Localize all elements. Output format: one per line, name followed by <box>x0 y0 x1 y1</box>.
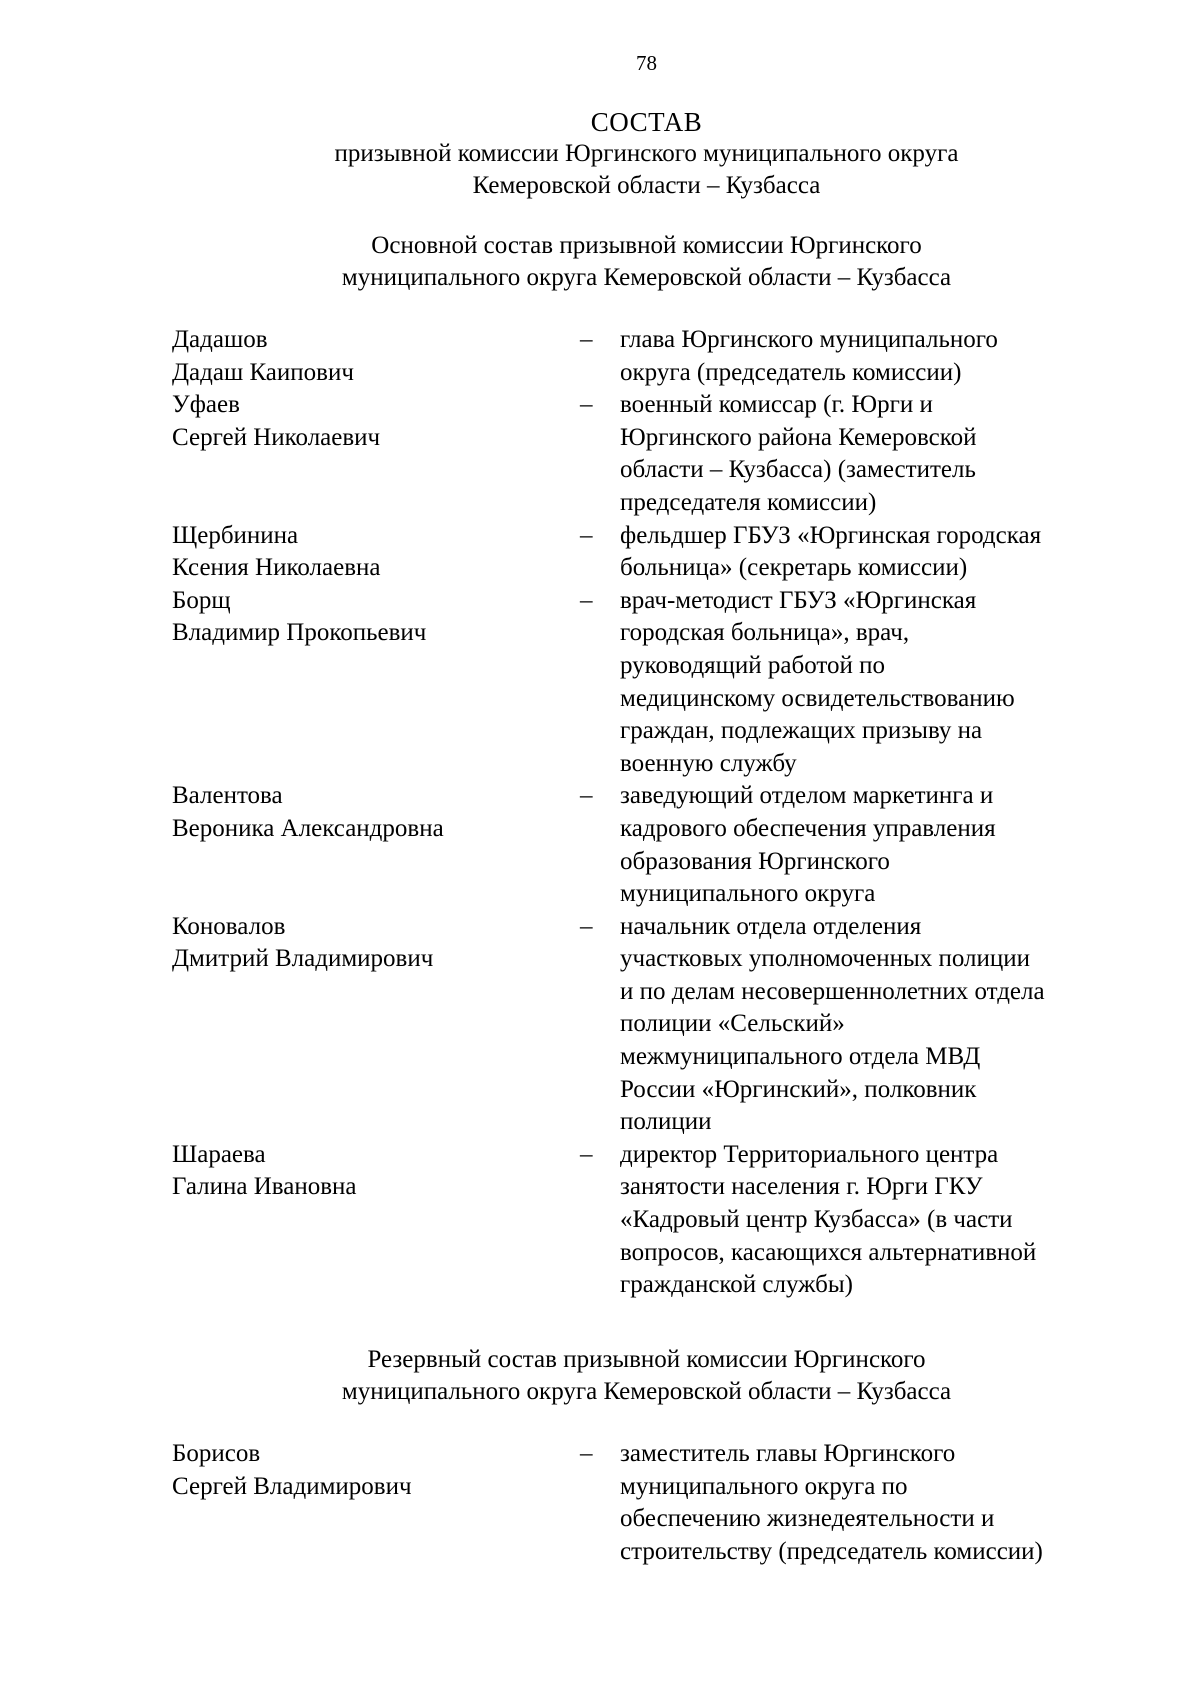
title-line-2: Кемеровской области – Кузбасса <box>472 172 821 199</box>
page-number: 78 <box>636 51 657 75</box>
member-dash: – <box>580 586 593 614</box>
member-dash: – <box>580 521 593 549</box>
member-role: глава Юргинского муниципального округа (председатель комиссии) <box>620 326 998 386</box>
member-dash: – <box>580 1140 593 1168</box>
member-row <box>172 780 1102 910</box>
main-heading-line-2: муниципального округа Кемеровской области – Кузбасса <box>341 264 952 291</box>
member-surname: Уфаев <box>172 391 240 419</box>
member-name <box>172 520 580 585</box>
member-dash: – <box>580 326 593 353</box>
member-dash: – <box>580 1440 593 1467</box>
member-dash: – <box>580 782 593 810</box>
member-row <box>172 389 1102 519</box>
member-name <box>172 911 580 1139</box>
reserve-heading-line-1: Резервный состав призывной комиссии Юргинского <box>367 1346 926 1373</box>
main-heading-line-1: Основной состав призывной комиссии Юргинского <box>371 232 922 259</box>
member-surname: Дадашов <box>172 326 268 353</box>
member-row <box>172 520 1102 585</box>
title-line-1: призывной комиссии Юргинского муниципального округа <box>334 140 959 167</box>
member-name <box>172 780 580 910</box>
member-row <box>172 585 1102 781</box>
main-section-heading <box>0 230 1200 294</box>
member-name <box>172 324 580 389</box>
member-given-name: Галина Ивановна <box>172 1173 357 1201</box>
member-given-name: Вероника Александровна <box>172 814 444 842</box>
member-name <box>172 1139 580 1302</box>
member-row <box>172 1438 1102 1568</box>
member-role: начальник отдела отделения участковых уполномоченных полиции и по делам несовершеннолетних отдела полиции «Сельский» межмуниципального отдела МВД России «Юргинский», полковник полиции <box>620 912 1045 1136</box>
member-surname: Коновалов <box>172 912 286 940</box>
member-given-name: Сергей Владимирович <box>172 1472 412 1500</box>
member-surname: Борисов <box>172 1440 261 1467</box>
member-row <box>172 1139 1102 1302</box>
member-name <box>172 1438 580 1568</box>
member-surname: Шараева <box>172 1140 266 1168</box>
member-dash: – <box>580 912 593 940</box>
document-title <box>0 106 1200 202</box>
member-role: врач-методист ГБУЗ «Юргинская городская больница», врач, руководящий работой по медицинскому освидетельствованию граждан, подлежащих призыву на военную службу <box>620 586 1015 777</box>
member-row <box>172 911 1102 1139</box>
main-members-list <box>172 324 1102 1302</box>
member-role: директор Территориального центра занятости населения г. Юрги ГКУ «Кадровый центр Кузбасса» (в части вопросов, касающихся альтернативной гражданской службы) <box>620 1140 1037 1299</box>
member-given-name: Дмитрий Владимирович <box>172 945 434 973</box>
member-given-name: Владимир Прокопьевич <box>172 619 427 647</box>
reserve-heading-line-2: муниципального округа Кемеровской области – Кузбасса <box>341 1378 952 1405</box>
member-name <box>172 389 580 519</box>
member-dash: – <box>580 391 593 419</box>
member-role: фельдшер ГБУЗ «Юргинская городская больница» (секретарь комиссии) <box>620 521 1042 582</box>
member-name <box>172 585 580 781</box>
member-given-name: Сергей Николаевич <box>172 423 381 451</box>
member-given-name: Ксения Николаевна <box>172 554 381 582</box>
reserve-members-list <box>172 1438 1102 1568</box>
member-surname: Борщ <box>172 586 231 614</box>
member-role: заместитель главы Юргинского муниципального округа по обеспечению жизнедеятельности и строительству (председатель комиссии) <box>620 1440 1043 1565</box>
title-main: СОСТАВ <box>590 107 703 137</box>
member-role: заведующий отделом маркетинга и кадрового обеспечения управления образования Юргинского муниципального округа <box>620 782 996 908</box>
member-surname: Валентова <box>172 782 283 810</box>
member-row <box>172 324 1102 389</box>
member-surname: Щербинина <box>172 521 299 549</box>
member-given-name: Дадаш Каипович <box>172 358 354 386</box>
member-role: военный комиссар (г. Юрги и Юргинского района Кемеровской области – Кузбасса) (заместитель председателя комиссии) <box>620 391 977 516</box>
reserve-section-heading <box>0 1344 1200 1408</box>
